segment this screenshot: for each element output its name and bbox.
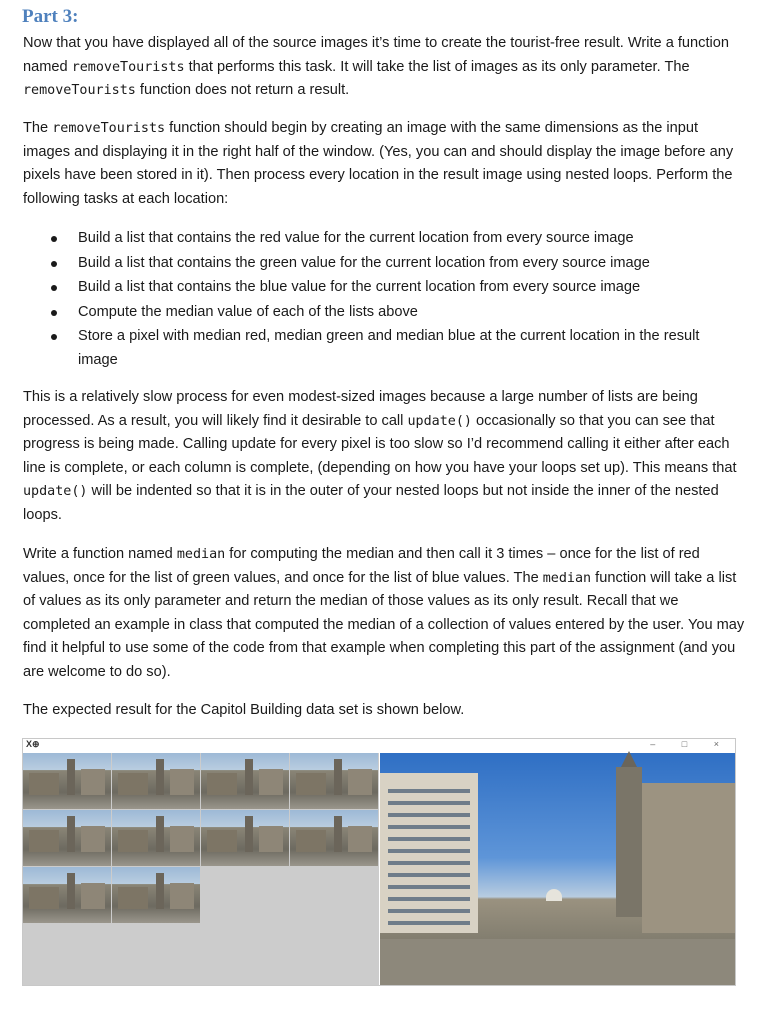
task-item: Store a pixel with median red, median green and median blue at the current location in the result image: [23, 325, 738, 372]
expected-result-paragraph: [23, 699, 745, 723]
window-logo-icon: X⊕: [26, 739, 40, 749]
inline-code: median: [176, 547, 226, 562]
source-thumbnail: [290, 810, 378, 866]
update-paragraph: [23, 386, 745, 528]
source-thumbnail: [201, 753, 289, 809]
paragraph-text: function does not return a result.: [135, 82, 350, 99]
median-paragraph: [23, 543, 745, 685]
task-item: Compute the median value of each of the lists above: [23, 301, 738, 325]
paragraph-text: Write a function named: [23, 546, 177, 562]
inline-code: update(): [23, 484, 88, 500]
source-thumbnail: [23, 867, 111, 923]
task-list: [23, 227, 738, 374]
inline-code: removeTourists: [71, 59, 185, 75]
bullet-icon: [51, 334, 57, 340]
source-thumbnail: [112, 810, 200, 866]
source-thumbnail: [23, 810, 111, 866]
paragraph-text: will be indented so that it is in the outer of your nested loops but not inside the inner of the nested loops.: [23, 483, 719, 523]
paragraph-text: for computing the median and then call it 3 times – once for the list of red values, once for the list of green values, and once for the list of blue values. The: [23, 546, 700, 586]
source-thumbnail: [201, 810, 289, 866]
source-thumbnail: [112, 867, 200, 923]
source-thumbnail: [112, 753, 200, 809]
source-thumbnail: [290, 753, 378, 809]
window-controls: – □ ×: [650, 739, 731, 749]
paragraph-text: function will take a list of values as its only parameter and return the median of those values as its only result. Recall that we completed an example in class that computed the median of a collection of values entered by the user. You may find it helpful to use some of the code from that example when completing this part of the assignment (and you are welcome to do so).: [23, 569, 745, 680]
inline-code: removeTourists: [52, 121, 166, 136]
paragraph-text: occasionally so that you can see that progress is being made. Calling update for every pixel is too slow so I’d recommend calling it either after each line is complete, or each column is complete, (depending on how you have your loops set up). This means that: [23, 412, 737, 476]
paragraph-text: that performs this task. It will take the list of images as its only parameter. The: [184, 58, 690, 75]
bullet-icon: [51, 261, 57, 267]
paragraph-text: function should begin by creating an image with the same dimensions as the input images and displaying it in the right half of the window. (Yes, you can and should display the image before any pixels have been stored in it). Then process every location in the result image using nested loops. Perform the following tasks at each location:: [23, 120, 734, 207]
inline-code: update(): [407, 413, 472, 429]
paragraph-text: The expected result for the Capitol Building data set is shown below.: [23, 702, 465, 718]
task-item: Build a list that contains the red value for the current location from every source image: [23, 227, 738, 251]
part-heading: Part 3:: [22, 6, 79, 27]
task-item: Build a list that contains the blue value for the current location from every source image: [23, 276, 738, 300]
intro-paragraph: [23, 32, 745, 103]
bullet-icon: [51, 310, 57, 316]
paragraph-text: Now that you have displayed all of the source images it’s time to create the tourist-free result. Write a function named: [23, 35, 729, 75]
bullet-icon: [51, 285, 57, 291]
task-item: Build a list that contains the green value for the current location from every source image: [23, 252, 738, 276]
source-thumbnail: [23, 753, 111, 809]
source-images-pane: [23, 753, 379, 985]
bullet-icon: [51, 236, 57, 242]
result-window-screenshot: [22, 738, 736, 986]
tourist-free-result-image: [380, 753, 735, 985]
remove-tourists-paragraph: [23, 117, 745, 211]
inline-code: removeTourists: [23, 83, 136, 99]
paragraph-text: The: [23, 120, 53, 136]
inline-code: median: [542, 570, 592, 586]
paragraph-text: This is a relatively slow process for even modest-sized images because a large number of lists are being processed. As a result, you will likely find it desirable to call: [23, 389, 698, 429]
